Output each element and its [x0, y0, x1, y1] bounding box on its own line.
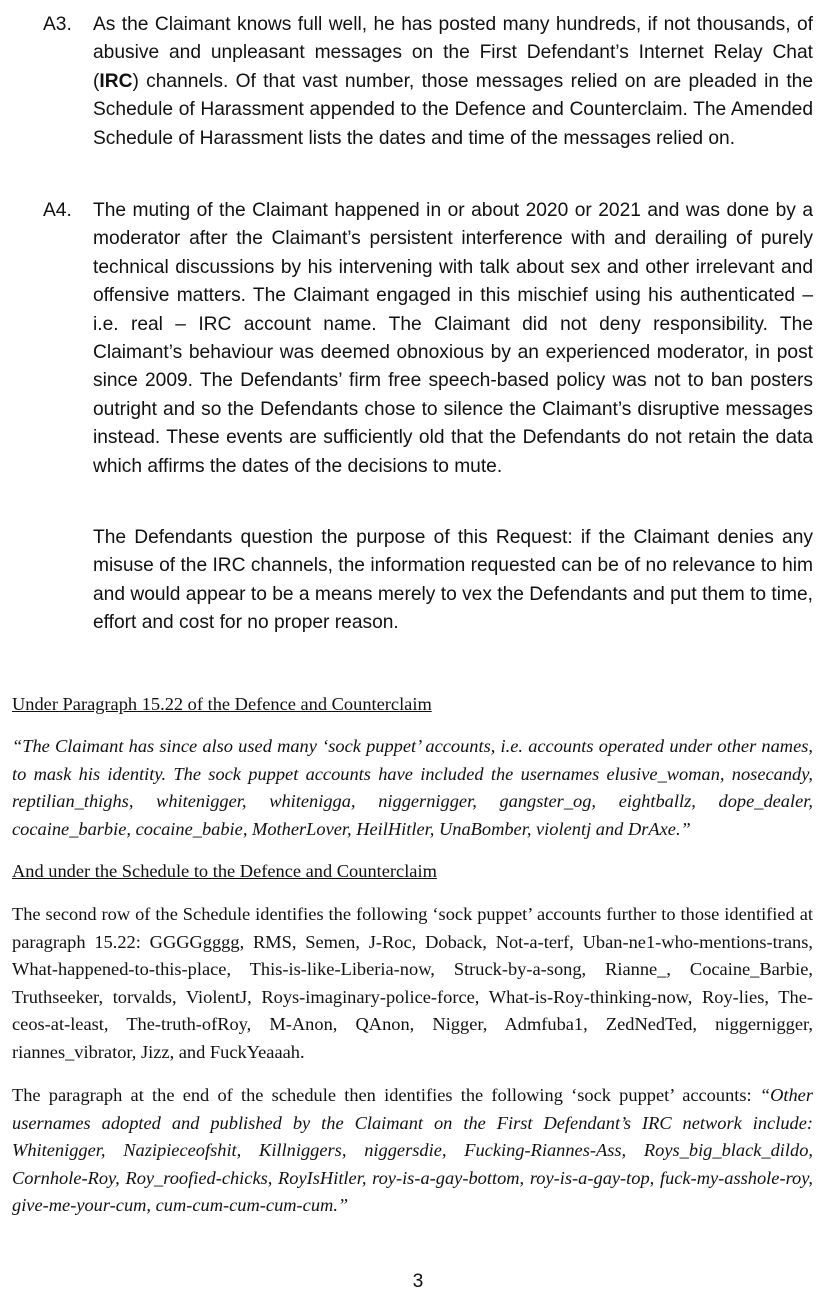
page-number: 3: [412, 1271, 424, 1292]
paragraph-number: A4.: [43, 200, 72, 221]
schedule-paragraph-intro: The paragraph at the end of the schedule then identifies the following ‘sock puppet’ accounts:: [12, 1085, 760, 1105]
paragraph-text-part: As the Claimant knows full well, he has posted many hundreds, if not thousands, of abusive and unpleasant messages on the First Defendant’s Internet Relay Chat (: [93, 14, 813, 92]
quote-paragraph-15-22: “The Claimant has since also used many ‘sock puppet’ accounts, i.e. accounts operated under other names, to mask his identity. The sock puppet accounts have included the usernames elusive_woman, nosecandy, reptilian_thighs, whitenigger, whitenigga, niggernigger, gangster_og, eightballz, dope_dealer, cocaine_barbie, cocaine_babie, MotherLover, HeilHitler, UnaBomber, violentj and DrAxe.”: [12, 736, 813, 839]
schedule-paragraph-2: [12, 1082, 813, 1220]
paragraph-number: A3.: [43, 14, 72, 35]
schedule-paragraph-1: The second row of the Schedule identifies the following ‘sock puppet’ accounts further to those identified at paragraph 15.22: GGGGgggg, RMS, Semen, J-Roc, Doback, Not-a-terf, Uban-ne1-who-mentions-trans, What-happened-to-this-place, This-is-like-Liberia-now, Struck-by-a-song, Rianne_, Cocaine_Barbie, Truthseeker, torvalds, ViolentJ, Roys-imaginary-police-force, What-is-Roy-thinking-now, Roy-lies, The-ceos-at-least, The-truth-ofRoy, M-Anon, QAnon, Nigger, Admfuba1, ZedNedTed, niggernigger, riannes_vibrator, Jizz, and FuckYeaaah.: [12, 904, 813, 1062]
paragraph-a4-followup: The Defendants question the purpose of this Request: if the Claimant denies any misuse of the IRC channels, the information requested can be of no relevance to him and would appear to be a means merely to vex the Defendants and put them to time, effort and cost for no proper reason.: [93, 527, 813, 634]
section-heading-15-22: Under Paragraph 15.22 of the Defence and Counterclaim: [12, 694, 432, 714]
irc-abbreviation: IRC: [99, 70, 133, 92]
paragraph-text: The muting of the Claimant happened in or about 2020 or 2021 and was done by a moderator after the Claimant’s persistent interference with and derailing of purely technical discussions by his intervening with talk about sex and other irrelevant and offensive matters. The Claimant engaged in this mischief using his authenticated – i.e. real – IRC account name. The Claimant did not deny responsibility. The Claimant’s behaviour was deemed obnoxious by an experienced moderator, in post since 2009. The Defendants’ firm free speech-based policy was not to ban posters outright and so the Defendants chose to silence the Claimant’s disruptive messages instead. These events are sufficiently old that the Defendants do not retain the data which affirms the dates of the decisions to mute.: [93, 200, 813, 477]
paragraph-a3: [43, 11, 813, 153]
paragraph-text: [93, 11, 813, 153]
schedule-paragraph-quote: “Other usernames adopted and published by the Claimant on the First Defendant’s IRC network include: Whitenigger, Nazipieceofshit, Killniggers, niggersdie, Fucking-Riannes-Ass, Roys_big_black_dildo, Cornhole-Roy, Roy_roofied-chicks, RoyIsHitler, roy-is-a-gay-bottom, roy-is-a-gay-top, fuck-my-asshole-roy, give-me-your-cum, cum-cum-cum-cum-cum.”: [12, 1085, 813, 1216]
section-heading-schedule: And under the Schedule to the Defence and Counterclaim: [12, 861, 437, 881]
paragraph-a4: [43, 197, 813, 481]
paragraph-text-part: ) channels. Of that vast number, those messages relied on are pleaded in the Schedule of Harassment appended to the Defence and Counterclaim. The Amended Schedule of Harassment lists the dates and time of the messages relied on.: [93, 70, 813, 149]
